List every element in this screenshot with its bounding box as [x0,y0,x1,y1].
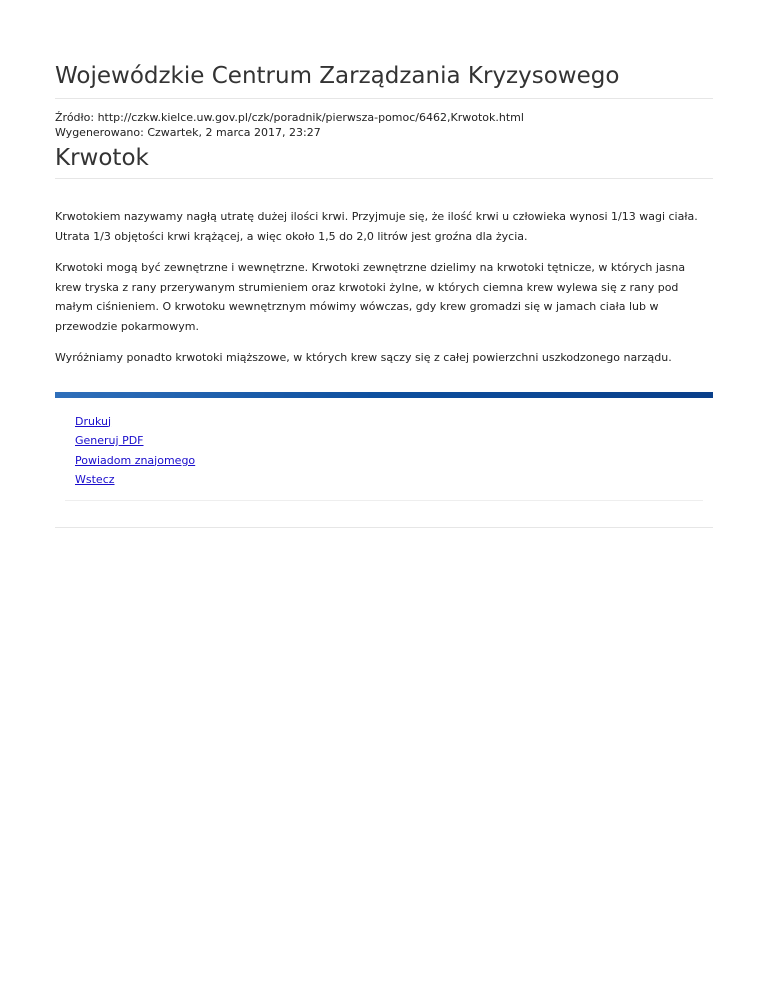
bottom-divider [55,527,713,528]
action-item-pdf [75,431,703,451]
action-item-notify [75,451,703,471]
article-content [55,207,713,368]
paragraph-1: Krwotokiem nazywamy nagłą utratę dużej ilości krwi. Przyjmuje się, że ilość krwi u człowieka wynosi 1/13 wagi ciała. Utrata 1/3 objętości krwi krążącej, a więc około 1,5 do 2,0 litrów jest groźna dla życia. [55,210,698,243]
site-title: Wojewódzkie Centrum Zarządzania Kryzysowego [55,0,713,99]
generated-line: Wygenerowano: Czwartek, 2 marca 2017, 23:27 [55,126,321,139]
article-title: Krwotok [55,142,713,179]
divider-bar [55,392,713,398]
paragraph-3: Wyróżniamy ponadto krwotoki miąższowe, w których krew sączy się z całej powierzchni uszkodzonego narządu. [55,351,672,364]
print-link[interactable]: Drukuj [75,414,112,428]
generate-pdf-link[interactable]: Generuj PDF [75,434,144,447]
meta-info [55,110,713,140]
back-link[interactable]: Wstecz [75,473,115,486]
notify-friend-link[interactable]: Powiadom znajomego [75,453,196,467]
action-links [65,408,703,501]
action-item-print [75,412,703,432]
source-line: Źródło: http://czkw.kielce.uw.gov.pl/czk/poradnik/pierwsza-pomoc/6462,Krwotok.html [55,111,524,124]
action-item-back [75,470,703,490]
paragraph-2: Krwotoki mogą być zewnętrzne i wewnętrzne. Krwotoki zewnętrzne dzielimy na krwotoki tętnicze, w których jasna krew tryska z rany przerywanym strumieniem oraz krwotoki żylne, w których ciemna krew wylewa się z rany pod małym ciśnieniem. O krwotoku wewnętrznym mówimy wówczas, gdy krew gromadzi się w jamach ciała lub w przewodzie pokarmowym. [55,261,686,333]
page [55,0,713,528]
